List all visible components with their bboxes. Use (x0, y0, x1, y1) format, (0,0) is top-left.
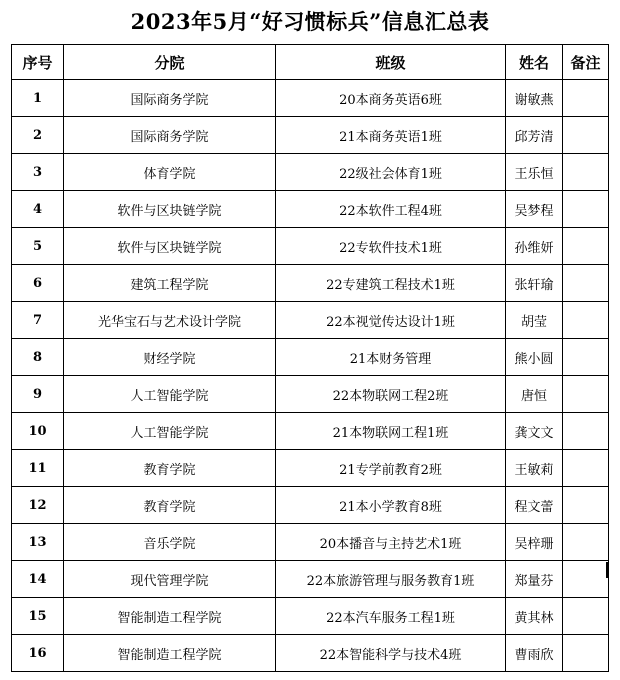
table-row (12, 487, 609, 524)
table-row (12, 117, 609, 154)
header-name: 姓名 (506, 45, 563, 80)
cell-name: 曹雨欣 (506, 635, 563, 672)
cell-remark (563, 302, 609, 339)
cell-class: 21本小学教育8班 (276, 487, 506, 524)
cell-no: 2 (12, 117, 64, 154)
cell-remark (563, 635, 609, 672)
cell-college: 音乐学院 (64, 524, 276, 561)
table-row (12, 561, 609, 598)
cell-name: 郑量芬 (506, 561, 563, 598)
table-row (12, 598, 609, 635)
header-college: 分院 (64, 45, 276, 80)
cell-no: 6 (12, 265, 64, 302)
table-row (12, 635, 609, 672)
cell-name: 程文蕾 (506, 487, 563, 524)
table-body (12, 80, 609, 672)
cell-name: 王乐恒 (506, 154, 563, 191)
table-row (12, 302, 609, 339)
cell-college: 人工智能学院 (64, 413, 276, 450)
cell-name: 张轩瑜 (506, 265, 563, 302)
cell-college: 光华宝石与艺术设计学院 (64, 302, 276, 339)
cell-class: 22专建筑工程技术1班 (276, 265, 506, 302)
header-no: 序号 (12, 45, 64, 80)
cell-name: 黄其林 (506, 598, 563, 635)
cell-remark (563, 376, 609, 413)
cell-class: 20本播音与主持艺术1班 (276, 524, 506, 561)
cell-remark (563, 561, 609, 598)
roster-table (11, 44, 609, 672)
cell-class: 22本智能科学与技术4班 (276, 635, 506, 672)
cell-college: 体育学院 (64, 154, 276, 191)
table-row (12, 376, 609, 413)
cell-no: 11 (12, 450, 64, 487)
cell-no: 1 (12, 80, 64, 117)
cell-remark (563, 598, 609, 635)
cell-remark (563, 524, 609, 561)
cell-remark (563, 450, 609, 487)
cell-class: 21本财务管理 (276, 339, 506, 376)
cell-class: 22本汽车服务工程1班 (276, 598, 506, 635)
cell-remark (563, 339, 609, 376)
cell-class: 22本物联网工程2班 (276, 376, 506, 413)
cell-no: 16 (12, 635, 64, 672)
cell-remark (563, 413, 609, 450)
cell-class: 21本商务英语1班 (276, 117, 506, 154)
cell-college: 智能制造工程学院 (64, 635, 276, 672)
cell-name: 谢敏燕 (506, 80, 563, 117)
cell-college: 软件与区块链学院 (64, 191, 276, 228)
cell-no: 3 (12, 154, 64, 191)
cell-class: 21本物联网工程1班 (276, 413, 506, 450)
cell-class: 20本商务英语6班 (276, 80, 506, 117)
cell-no: 15 (12, 598, 64, 635)
cell-college: 财经学院 (64, 339, 276, 376)
cell-no: 4 (12, 191, 64, 228)
cell-name: 熊小圆 (506, 339, 563, 376)
cell-remark (563, 265, 609, 302)
cell-college: 建筑工程学院 (64, 265, 276, 302)
cell-college: 软件与区块链学院 (64, 228, 276, 265)
table-row (12, 154, 609, 191)
cell-remark (563, 154, 609, 191)
table-row (12, 80, 609, 117)
cell-no: 5 (12, 228, 64, 265)
cell-college: 国际商务学院 (64, 80, 276, 117)
cell-no: 8 (12, 339, 64, 376)
table-row (12, 339, 609, 376)
cell-college: 教育学院 (64, 450, 276, 487)
table-row (12, 524, 609, 561)
edge-mark (606, 562, 609, 578)
table-row (12, 413, 609, 450)
cell-name: 孙维妍 (506, 228, 563, 265)
cell-class: 21专学前教育2班 (276, 450, 506, 487)
cell-name: 胡莹 (506, 302, 563, 339)
header-remark: 备注 (563, 45, 609, 80)
cell-college: 现代管理学院 (64, 561, 276, 598)
cell-college: 教育学院 (64, 487, 276, 524)
header-class: 班级 (276, 45, 506, 80)
cell-no: 13 (12, 524, 64, 561)
cell-class: 22本软件工程4班 (276, 191, 506, 228)
cell-class: 22本旅游管理与服务教育1班 (276, 561, 506, 598)
cell-name: 王敏莉 (506, 450, 563, 487)
cell-no: 12 (12, 487, 64, 524)
header-row (12, 45, 609, 80)
cell-remark (563, 191, 609, 228)
cell-no: 7 (12, 302, 64, 339)
cell-name: 吴梓珊 (506, 524, 563, 561)
table-row (12, 265, 609, 302)
cell-class: 22级社会体育1班 (276, 154, 506, 191)
cell-no: 14 (12, 561, 64, 598)
cell-remark (563, 487, 609, 524)
table-row (12, 228, 609, 265)
cell-name: 邱芳清 (506, 117, 563, 154)
cell-remark (563, 80, 609, 117)
cell-name: 龚文文 (506, 413, 563, 450)
cell-name: 吴梦程 (506, 191, 563, 228)
table-row (12, 191, 609, 228)
cell-class: 22本视觉传达设计1班 (276, 302, 506, 339)
cell-college: 人工智能学院 (64, 376, 276, 413)
cell-remark (563, 117, 609, 154)
cell-name: 唐恒 (506, 376, 563, 413)
cell-no: 10 (12, 413, 64, 450)
cell-college: 智能制造工程学院 (64, 598, 276, 635)
cell-college: 国际商务学院 (64, 117, 276, 154)
table-row (12, 450, 609, 487)
cell-class: 22专软件技术1班 (276, 228, 506, 265)
cell-no: 9 (12, 376, 64, 413)
cell-remark (563, 228, 609, 265)
document-title: 2023年5月“好习惯标兵”信息汇总表 (130, 9, 490, 34)
